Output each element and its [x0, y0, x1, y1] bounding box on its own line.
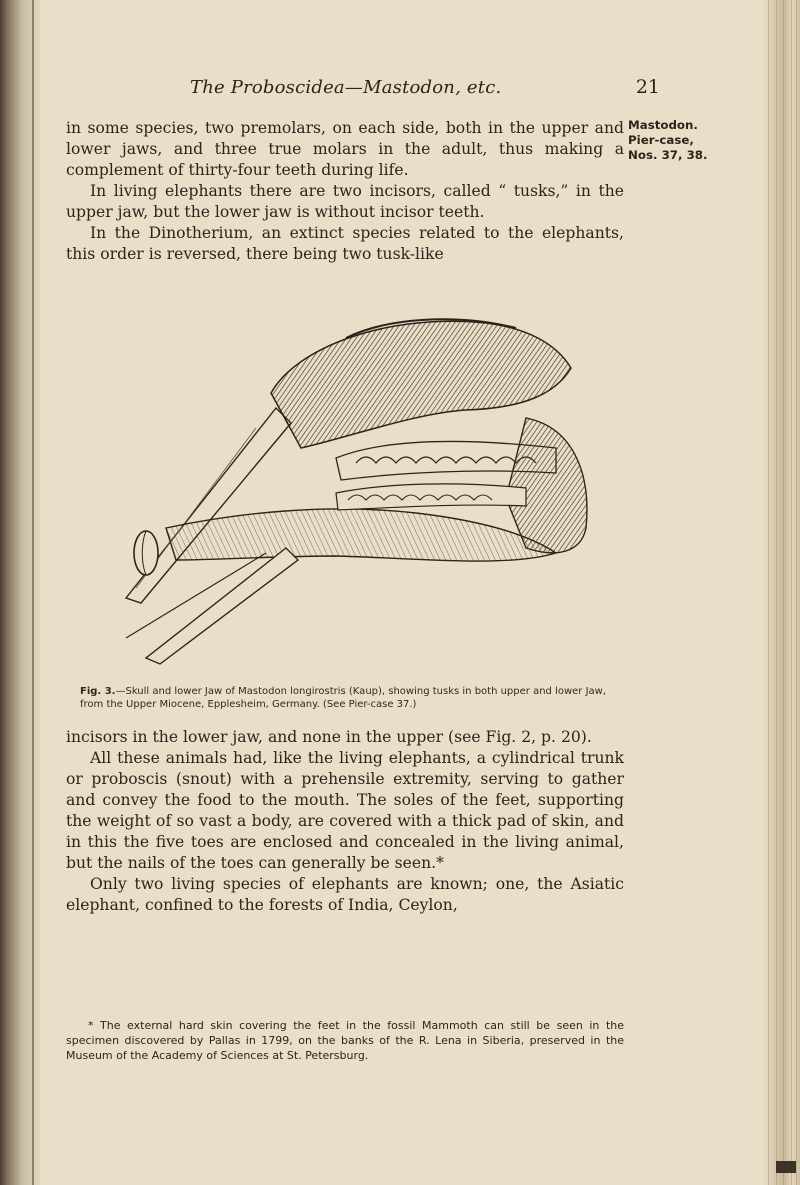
running-title: The Proboscidea—Mastodon, etc.	[190, 77, 502, 98]
book-binding-shadow	[0, 0, 40, 1185]
body-text-bottom	[66, 727, 624, 916]
figure-caption	[80, 685, 620, 711]
figure-caption-label: Fig. 3.	[80, 686, 116, 697]
paragraph: Only two living species of elephants are known; one, the Asiatic elephant, confined to the forests of India, Ceylon,	[66, 875, 624, 914]
margin-note-line: Nos. 37, 38.	[628, 148, 708, 162]
paragraph: All these animals had, like the living elephants, a cylindrical trunk or proboscis (snout) with a prehensile extremity, serving to gather and convey the food to the mouth. The soles of the feet, supporting the weight of so vast a body, are covered with a thick pad of skin, and in this the five toes are enclosed and concealed in the living animal, but the nails of the toes can generally be seen.*	[66, 749, 624, 872]
paragraph: In living elephants there are two incisors, called “ tusks,” in the upper jaw, but the lower jaw is without incisor teeth.	[66, 182, 624, 221]
body-text-top	[66, 118, 624, 265]
figure-caption-text: —Skull and lower Jaw of Mastodon longirostris (Kaup), showing tusks in both upper and lower Jaw, from the Upper Miocene, Epplesheim, Germany. (See Pier-case 37.)	[80, 686, 607, 710]
margin-note-line: Mastodon.	[628, 118, 698, 132]
footnote: * The external hard skin covering the feet in the fossil Mammoth can still be seen in the specimen discovered by Pallas in 1799, on the banks of the R. Lena in Siberia, preserved in the Museum of the Academy of Sciences at St. Petersburg.	[66, 1019, 624, 1062]
paragraph	[66, 223, 624, 265]
scan-corner-mark	[776, 1161, 796, 1173]
margin-note-line: Pier-case,	[628, 133, 694, 147]
running-head	[190, 76, 660, 98]
page-fore-edge	[762, 0, 800, 1185]
skull-illustration	[86, 298, 606, 678]
mastodon-skull-figure	[86, 298, 606, 678]
paragraph: incisors in the lower jaw, and none in the upper (see Fig. 2, p. 20).	[66, 728, 592, 746]
page-number: 21	[635, 76, 660, 98]
binding-line	[32, 0, 34, 1185]
paragraph-text: In the Dinotherium, an extinct species related to the elephants, this order is reversed, there being two tusk-like	[66, 224, 624, 263]
margin-note	[628, 118, 758, 163]
book-page	[40, 0, 762, 1185]
paragraph: in some species, two premolars, on each side, both in the upper and lower jaws, and three true molars in the adult, thus making a complement of thirty-four teeth during life.	[66, 119, 624, 179]
